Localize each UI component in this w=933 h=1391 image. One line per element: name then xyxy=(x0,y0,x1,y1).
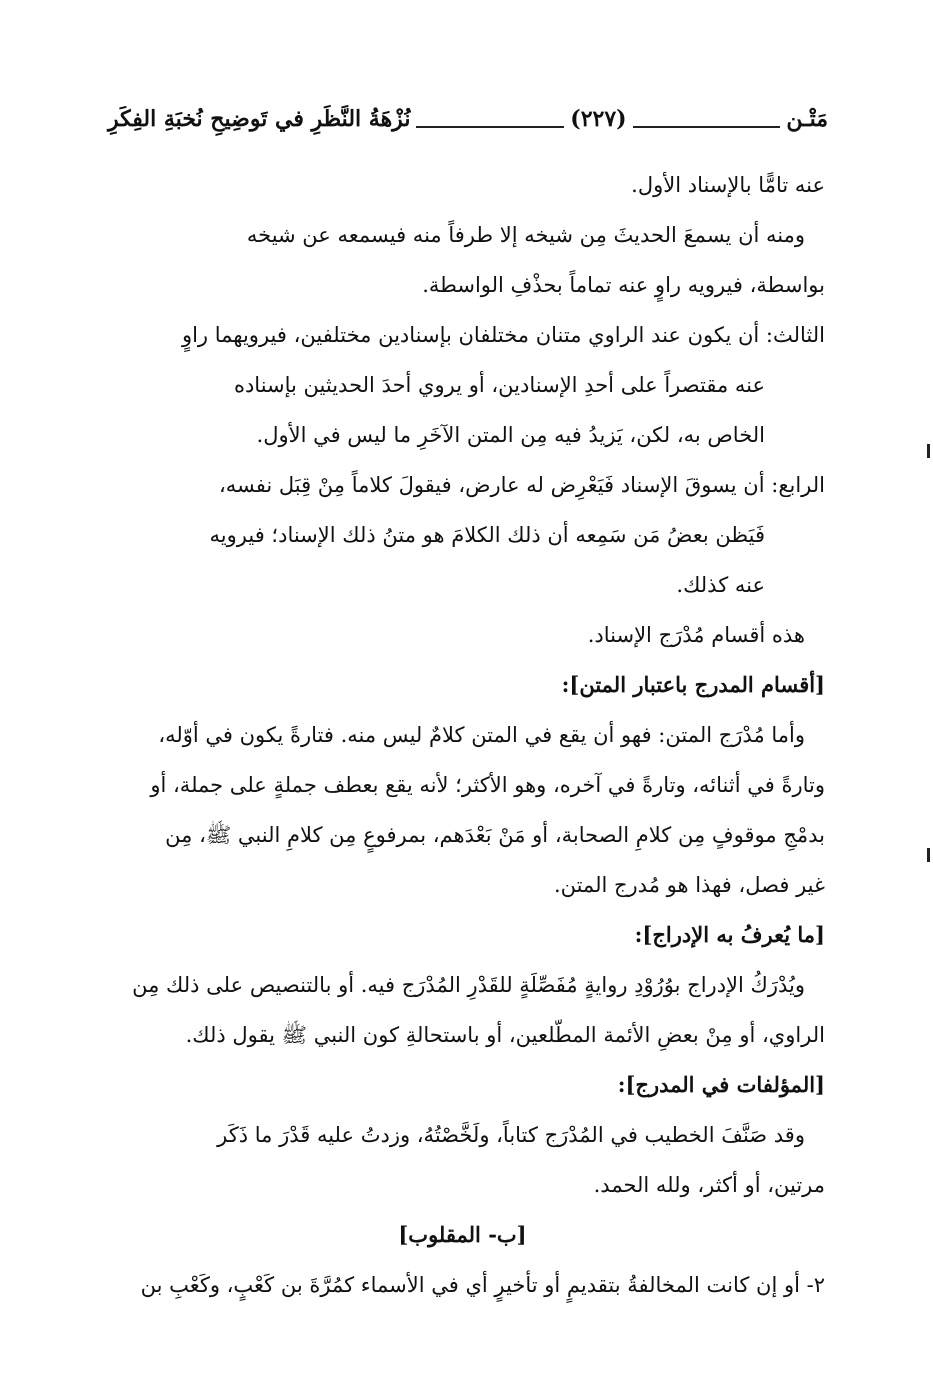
scan-mark xyxy=(927,848,930,862)
scan-mark xyxy=(927,444,930,458)
text-line: الرابع: أن يسوقَ الإسناد فَيَعْرِض له عارض، فيقولَ كلاماً مِنْ قِبَل نفسه، xyxy=(218,473,825,497)
page-number: (٢٢٧) xyxy=(570,106,627,132)
section-heading: [ب- المقلوب] xyxy=(398,1222,527,1247)
header-rule xyxy=(633,126,781,128)
text-line: وقد صَنَّفَ الخطيب في المُدْرَج كتاباً، ولَخَّصْتُهُ، وزدتُ عليه قَدْرَ ما ذَكَر xyxy=(217,1123,805,1147)
text-line: بواسطة، فيرويه راوٍ عنه تماماً بحذْفِ الواسطة. xyxy=(422,273,825,297)
section-heading: [أقسام المدرج باعتبار المتن]: xyxy=(561,672,825,697)
text-line: ومنه أن يسمعَ الحديثَ مِن شيخه إلا طرفاً منه فيسمعه عن شيخه xyxy=(246,223,805,247)
text-line: عنه كذلك. xyxy=(676,573,765,597)
section-label: مَتْـن xyxy=(786,106,828,132)
text-line: مرتين، أو أكثر، ولله الحمد. xyxy=(593,1173,825,1197)
book-title: نُزْهَةُ النَّظَرِ في تَوضِيحِ نُخبَةِ الفِكَرِ xyxy=(108,106,411,132)
text-line: عنه تامًّا بالإسناد الأول. xyxy=(631,173,825,197)
text-line: عنه مقتصراً على أحدِ الإسنادين، أو يروي أحدَ الحديثين بإسناده xyxy=(233,373,765,397)
text-line: ويُدْرَكُ الإدراج بوُرُوْدِ روايةٍ مُفَصِّلَةٍ للقَدْرِ المُدْرَج فيه. أو بالتنصيص على ذلك مِن xyxy=(132,973,805,997)
text-line: بدمْجِ موقوفٍ مِن كلامِ الصحابة، أو مَنْ بَعْدَهم، بمرفوعٍ مِن كلامِ النبي ﷺ، مِن xyxy=(165,823,825,847)
text-line: الثالث: أن يكون عند الراوي متنان مختلفان بإسنادين مختلفين، فيرويهما راوٍ xyxy=(181,323,825,347)
section-heading: [المؤلفات في المدرج]: xyxy=(617,1072,825,1097)
text-line: الخاص به، لكن، يَزيدُ فيه مِن المتن الآخَرِ ما ليس في الأول. xyxy=(256,423,765,447)
text-line: وأما مُدْرَج المتن: فهو أن يقع في المتن كلامٌ ليس منه. فتارةً يكون في أوّله، xyxy=(158,723,805,747)
section-heading: [ما يُعرفُ به الإدراج]: xyxy=(634,922,825,947)
text-line: وتارةً في أثنائه، وتارةً في آخره، وهو الأكثر؛ لأنه يقع بعطف جملةٍ على جملة، أو xyxy=(150,773,825,797)
page-header xyxy=(108,96,828,142)
text-line: غير فصل، فهذا هو مُدرج المتن. xyxy=(553,873,825,897)
body-text xyxy=(100,160,825,1310)
text-line: فَيَظن بعضُ مَن سَمِعه أن ذلك الكلامَ هو متنُ ذلك الإسناد؛ فيرويه xyxy=(209,523,765,547)
text-line: هذه أقسام مُدْرَج الإسناد. xyxy=(587,623,805,647)
text-line: ٢- أو إن كانت المخالفةُ بتقديمٍ أو تأخيرٍ أي في الأسماء كمُرَّةَ بن كَعْبٍ، وكَعْبِ بن xyxy=(140,1273,825,1297)
header-rule xyxy=(416,126,564,128)
text-line: الراوي، أو مِنْ بعضِ الأئمة المطّلعين، أو باستحالةِ كون النبي ﷺ يقول ذلك. xyxy=(185,1023,825,1047)
